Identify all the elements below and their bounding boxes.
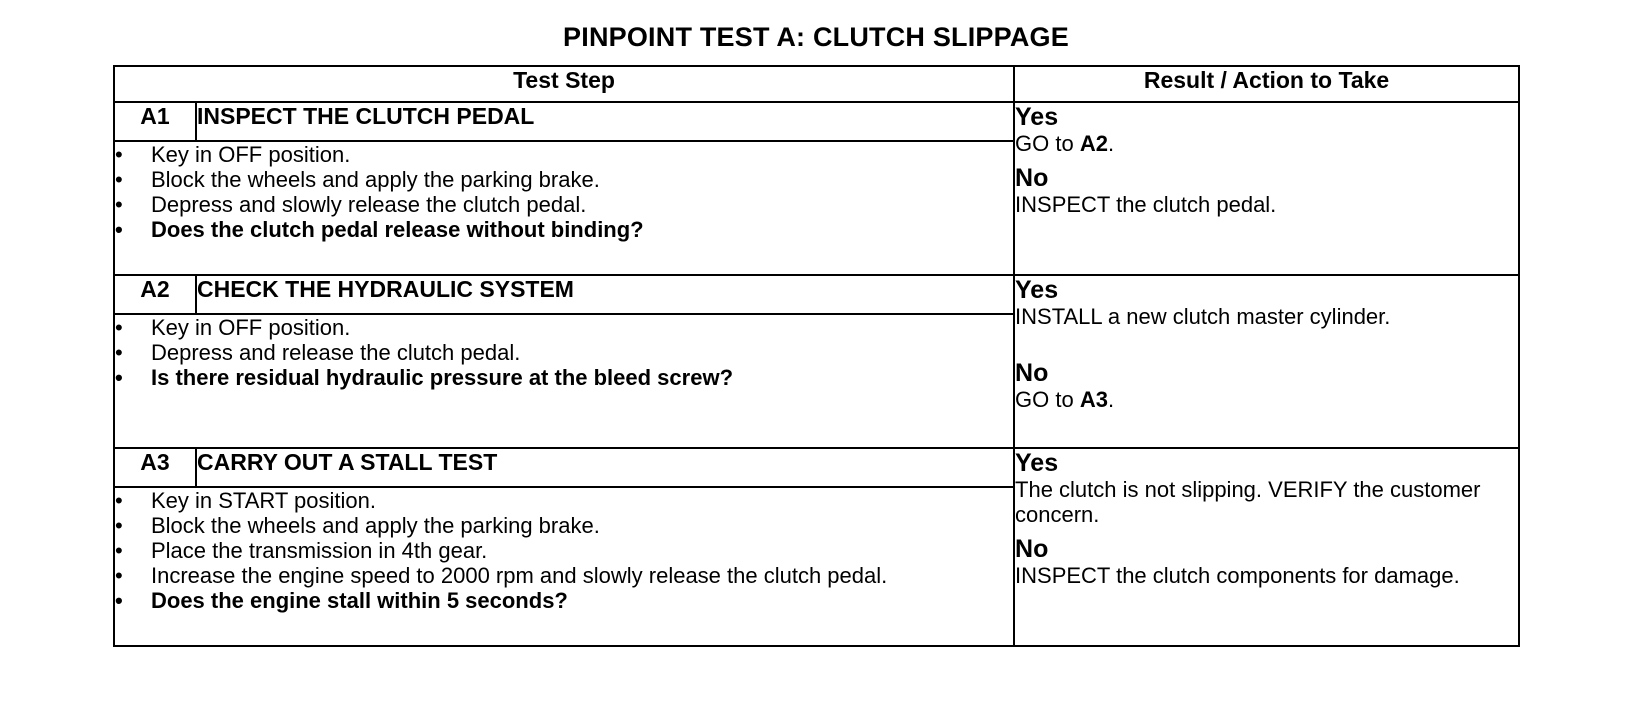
step-title: CHECK THE HYDRAULIC SYSTEM xyxy=(196,275,1014,314)
list-item: • Block the wheels and apply the parking brake. xyxy=(115,167,1013,192)
step-title: CARRY OUT A STALL TEST xyxy=(196,448,1014,487)
step-title-row xyxy=(114,102,1519,141)
no-label: No xyxy=(1015,535,1049,563)
list-item: • Key in OFF position. xyxy=(115,142,1013,167)
step-id: A2 xyxy=(114,275,196,314)
table-header-row xyxy=(114,66,1519,102)
list-item: • Depress and release the clutch pedal. xyxy=(115,340,1013,365)
yes-action-suffix: . xyxy=(1107,131,1115,156)
step-question: • Does the clutch pedal release without binding? xyxy=(115,217,1013,242)
yes-action: The clutch is not slipping. VERIFY the customer concern. xyxy=(1015,477,1481,527)
step-body xyxy=(114,487,1014,646)
yes-action-ref: A2 xyxy=(1079,131,1108,156)
list-item: • Key in START position. xyxy=(115,488,1013,513)
step-title-row xyxy=(114,448,1519,487)
step-question: • Is there residual hydraulic pressure at the bleed screw? xyxy=(115,365,1013,390)
yes-action xyxy=(1015,131,1518,156)
step-bullets xyxy=(115,488,1013,613)
yes-action: INSTALL a new clutch master cylinder. xyxy=(1015,304,1391,329)
list-item: • Depress and slowly release the clutch pedal. xyxy=(115,192,1013,217)
result-no xyxy=(1015,535,1518,588)
list-item: • Increase the engine speed to 2000 rpm and slowly release the clutch pedal. xyxy=(115,563,1013,588)
no-action: INSPECT the clutch pedal. xyxy=(1015,192,1277,217)
yes-label: Yes xyxy=(1015,103,1059,131)
yes-label: Yes xyxy=(1015,449,1059,477)
step-result-cell xyxy=(1014,102,1519,275)
step-question: • Does the engine stall within 5 seconds? xyxy=(115,588,1013,613)
step-title: INSPECT THE CLUTCH PEDAL xyxy=(196,102,1014,141)
yes-label: Yes xyxy=(1015,276,1059,304)
result-yes xyxy=(1015,449,1518,527)
test-step-header: Test Step xyxy=(114,66,1014,102)
step-result-cell xyxy=(1014,448,1519,646)
step-title-row xyxy=(114,275,1519,314)
yes-action-text: GO to xyxy=(1015,131,1080,156)
no-label: No xyxy=(1015,164,1049,192)
result-header: Result / Action to Take xyxy=(1014,66,1519,102)
no-action xyxy=(1015,387,1518,412)
step-bullets xyxy=(115,315,1013,390)
step-body xyxy=(114,314,1014,448)
result-no xyxy=(1015,359,1518,412)
result-no xyxy=(1015,164,1518,217)
pinpoint-test-table xyxy=(113,65,1520,647)
no-action-suffix: . xyxy=(1107,387,1115,412)
step-bullets xyxy=(115,142,1013,242)
step-id: A3 xyxy=(114,448,196,487)
result-yes xyxy=(1015,276,1518,329)
no-label: No xyxy=(1015,359,1049,387)
no-action-ref: A3 xyxy=(1079,387,1108,412)
step-body xyxy=(114,141,1014,275)
step-result-cell xyxy=(1014,275,1519,448)
result-yes xyxy=(1015,103,1518,156)
list-item: • Block the wheels and apply the parking brake. xyxy=(115,513,1013,538)
no-action: INSPECT the clutch components for damage. xyxy=(1015,563,1460,588)
no-action-text: GO to xyxy=(1015,387,1080,412)
list-item: • Key in OFF position. xyxy=(115,315,1013,340)
step-id: A1 xyxy=(114,102,196,141)
page-title: PINPOINT TEST A: CLUTCH SLIPPAGE xyxy=(563,22,1069,52)
list-item: • Place the transmission in 4th gear. xyxy=(115,538,1013,563)
